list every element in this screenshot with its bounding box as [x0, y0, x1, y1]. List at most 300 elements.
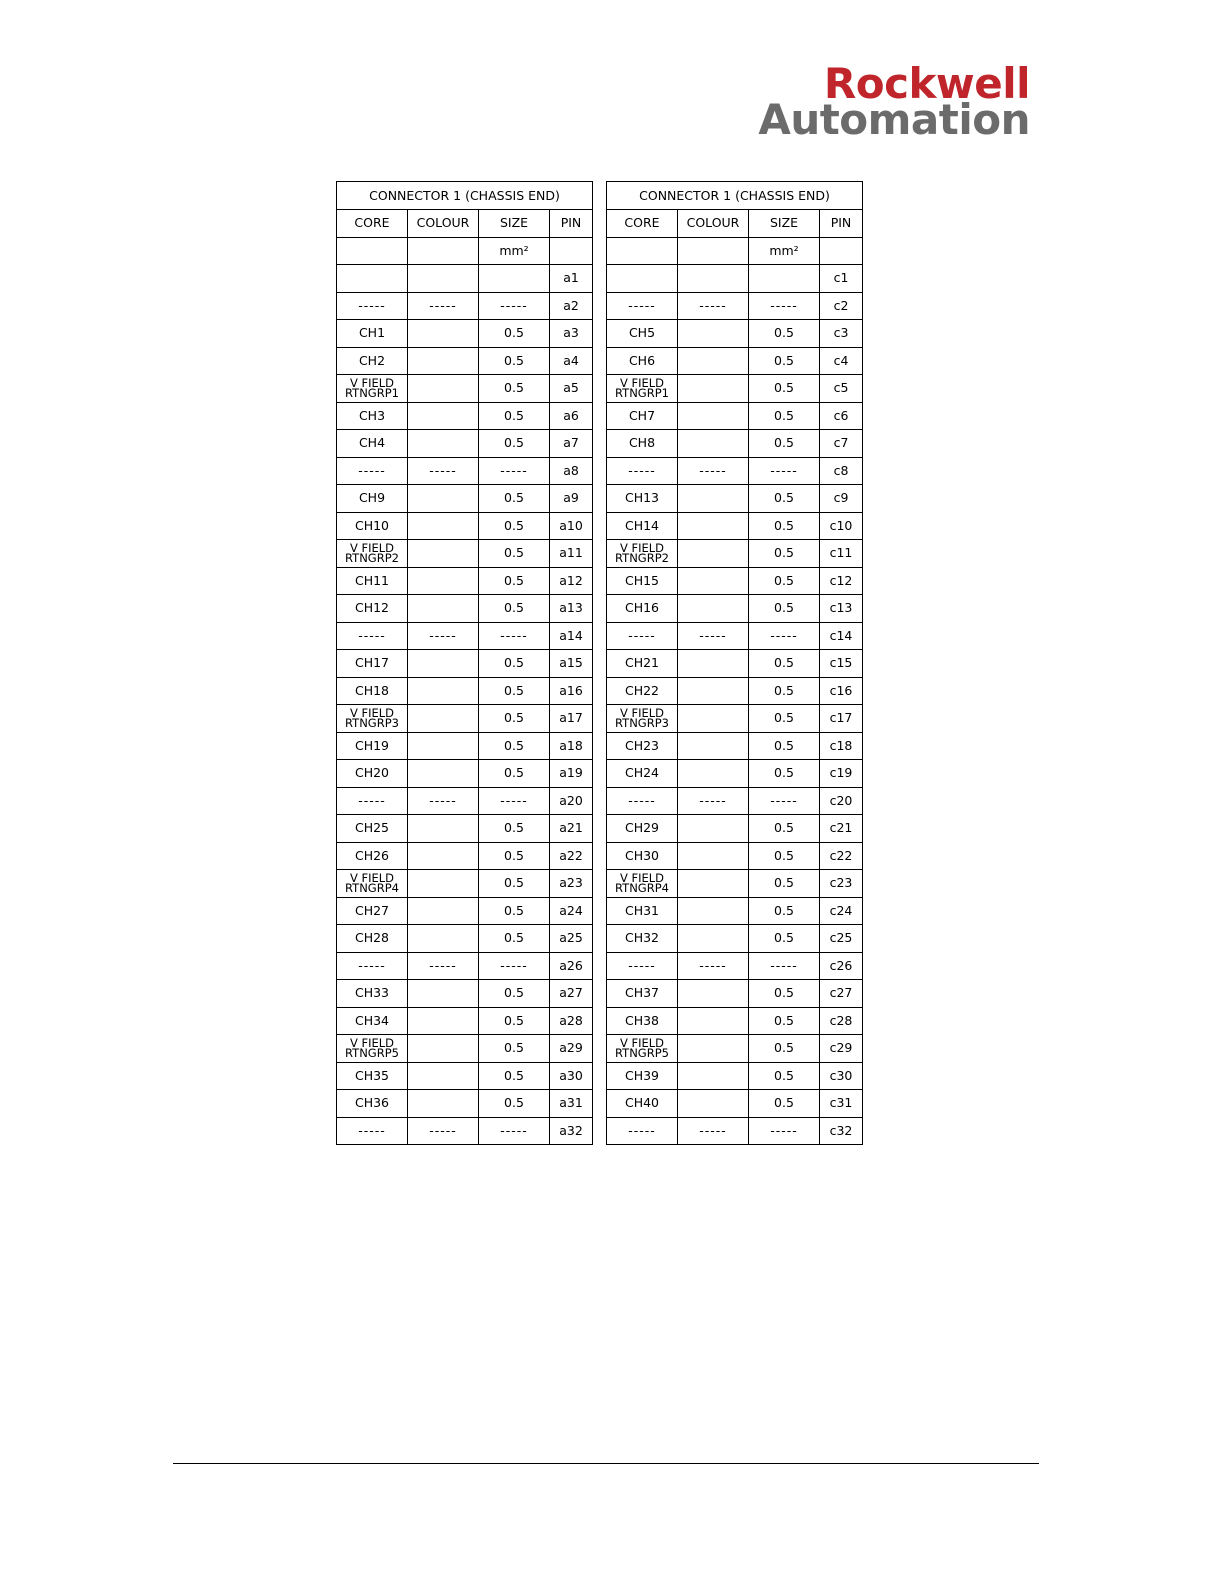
- pin-cell: a25: [550, 925, 593, 953]
- table-row: [607, 787, 863, 815]
- core-cell: CH19: [337, 732, 408, 760]
- pin-cell: a30: [550, 1062, 593, 1090]
- footer-rule: [173, 1463, 1039, 1464]
- table-cell: [408, 237, 479, 265]
- colour-cell: [678, 650, 749, 678]
- pin-cell: c27: [820, 980, 863, 1008]
- colour-cell: [408, 375, 479, 403]
- table-row: [337, 842, 593, 870]
- size-cell: 0.5: [749, 595, 820, 623]
- core-cell: CH15: [607, 567, 678, 595]
- pin-cell: a20: [550, 787, 593, 815]
- colour-cell: [408, 567, 479, 595]
- table-row: [337, 1117, 593, 1145]
- pin-cell: c28: [820, 1007, 863, 1035]
- colour-cell: [678, 897, 749, 925]
- colour-cell: [678, 842, 749, 870]
- core-cell: -----: [337, 1117, 408, 1145]
- size-cell: 0.5: [749, 705, 820, 733]
- core-cell: [337, 705, 408, 733]
- pin-cell: a21: [550, 815, 593, 843]
- header-size: SIZE: [749, 210, 820, 238]
- size-cell: 0.5: [479, 567, 550, 595]
- colour-cell: [408, 320, 479, 348]
- core-cell: CH6: [607, 347, 678, 375]
- core-cell: CH26: [337, 842, 408, 870]
- core-label: V FIELD RTNGRP5: [615, 1035, 669, 1060]
- size-cell: 0.5: [749, 485, 820, 513]
- core-cell: [607, 375, 678, 403]
- core-cell: CH20: [337, 760, 408, 788]
- core-cell: CH5: [607, 320, 678, 348]
- table-row: [607, 650, 863, 678]
- table-row: [607, 485, 863, 513]
- table-row: [337, 1007, 593, 1035]
- size-cell: 0.5: [479, 842, 550, 870]
- pin-cell: a6: [550, 402, 593, 430]
- pin-cell: a1: [550, 265, 593, 293]
- pin-cell: c14: [820, 622, 863, 650]
- colour-cell: -----: [678, 292, 749, 320]
- table-row: [337, 1090, 593, 1118]
- size-cell: 0.5: [479, 760, 550, 788]
- table-row: [337, 347, 593, 375]
- core-label: V FIELD RTNGRP2: [615, 540, 669, 565]
- table-row: [337, 402, 593, 430]
- table-row: [337, 760, 593, 788]
- colour-cell: [678, 430, 749, 458]
- size-cell: -----: [479, 787, 550, 815]
- core-label: V FIELD RTNGRP5: [345, 1035, 399, 1060]
- size-cell: 0.5: [749, 1035, 820, 1063]
- size-cell: -----: [479, 952, 550, 980]
- core-cell: -----: [337, 292, 408, 320]
- table-row: [607, 457, 863, 485]
- size-cell: 0.5: [479, 677, 550, 705]
- core-cell: [337, 1035, 408, 1063]
- pin-cell: a27: [550, 980, 593, 1008]
- size-cell: 0.5: [479, 1090, 550, 1118]
- pin-cell: a3: [550, 320, 593, 348]
- size-cell: 0.5: [479, 347, 550, 375]
- colour-cell: [678, 1090, 749, 1118]
- colour-cell: [408, 980, 479, 1008]
- core-cell: [337, 870, 408, 898]
- size-cell: 0.5: [749, 980, 820, 1008]
- pin-cell: a19: [550, 760, 593, 788]
- colour-cell: [678, 1035, 749, 1063]
- core-label: V FIELD RTNGRP3: [345, 705, 399, 730]
- size-cell: 0.5: [749, 567, 820, 595]
- core-cell: [337, 375, 408, 403]
- pin-cell: c25: [820, 925, 863, 953]
- table-row: [607, 897, 863, 925]
- core-cell: [607, 540, 678, 568]
- pin-cell: c19: [820, 760, 863, 788]
- table-row: [337, 430, 593, 458]
- pin-cell: c8: [820, 457, 863, 485]
- table-row: [607, 347, 863, 375]
- table-row: [337, 897, 593, 925]
- colour-cell: [678, 320, 749, 348]
- header-pin: PIN: [820, 210, 863, 238]
- core-cell: CH1: [337, 320, 408, 348]
- size-cell: 0.5: [749, 870, 820, 898]
- core-cell: CH34: [337, 1007, 408, 1035]
- colour-cell: [678, 595, 749, 623]
- table-row: [337, 292, 593, 320]
- core-cell: CH29: [607, 815, 678, 843]
- core-cell: -----: [337, 952, 408, 980]
- size-cell: 0.5: [749, 925, 820, 953]
- core-label: V FIELD RTNGRP1: [345, 375, 399, 400]
- core-label: V FIELD RTNGRP2: [345, 540, 399, 565]
- colour-cell: [408, 925, 479, 953]
- colour-cell: -----: [408, 1117, 479, 1145]
- pin-cell: c4: [820, 347, 863, 375]
- table-row: [607, 595, 863, 623]
- pin-cell: c11: [820, 540, 863, 568]
- core-cell: CH9: [337, 485, 408, 513]
- size-cell: 0.5: [479, 732, 550, 760]
- size-cell: 0.5: [479, 320, 550, 348]
- pin-cell: c2: [820, 292, 863, 320]
- table-row: [607, 567, 863, 595]
- core-cell: CH28: [337, 925, 408, 953]
- pin-cell: c7: [820, 430, 863, 458]
- table-title-row: [337, 182, 593, 210]
- core-cell: CH35: [337, 1062, 408, 1090]
- table-row: [607, 540, 863, 568]
- core-cell: CH38: [607, 1007, 678, 1035]
- table-row: [337, 567, 593, 595]
- header-colour: COLOUR: [678, 210, 749, 238]
- table-cell: [678, 237, 749, 265]
- colour-cell: [678, 925, 749, 953]
- pin-cell: a15: [550, 650, 593, 678]
- table-row: [337, 952, 593, 980]
- table-row: [337, 375, 593, 403]
- colour-cell: [678, 732, 749, 760]
- pin-cell: c1: [820, 265, 863, 293]
- colour-cell: [678, 540, 749, 568]
- size-cell: 0.5: [749, 347, 820, 375]
- pin-cell: a16: [550, 677, 593, 705]
- table-row: [607, 512, 863, 540]
- pin-cell: a14: [550, 622, 593, 650]
- core-label: V FIELD RTNGRP3: [615, 705, 669, 730]
- core-label: V FIELD RTNGRP1: [615, 375, 669, 400]
- colour-cell: [408, 650, 479, 678]
- table-row: [337, 457, 593, 485]
- pin-cell: c26: [820, 952, 863, 980]
- pin-cell: c21: [820, 815, 863, 843]
- pin-cell: a17: [550, 705, 593, 733]
- pin-cell: a18: [550, 732, 593, 760]
- table-cell: [607, 237, 678, 265]
- core-cell: CH33: [337, 980, 408, 1008]
- core-cell: CH12: [337, 595, 408, 623]
- connector-table-left: [336, 181, 593, 1145]
- colour-cell: -----: [678, 952, 749, 980]
- colour-cell: -----: [678, 622, 749, 650]
- size-cell: 0.5: [479, 402, 550, 430]
- table-row: [607, 402, 863, 430]
- size-cell: 0.5: [749, 540, 820, 568]
- pin-cell: c22: [820, 842, 863, 870]
- pin-cell: c30: [820, 1062, 863, 1090]
- table-row: [607, 870, 863, 898]
- core-cell: CH27: [337, 897, 408, 925]
- core-cell: -----: [607, 622, 678, 650]
- colour-cell: [408, 842, 479, 870]
- colour-cell: [678, 402, 749, 430]
- core-cell: [337, 540, 408, 568]
- table-row: [607, 265, 863, 293]
- colour-cell: [408, 897, 479, 925]
- colour-cell: [678, 265, 749, 293]
- core-cell: CH25: [337, 815, 408, 843]
- size-cell: [479, 265, 550, 293]
- pin-cell: c32: [820, 1117, 863, 1145]
- size-cell: 0.5: [479, 870, 550, 898]
- size-cell: 0.5: [749, 732, 820, 760]
- core-cell: CH11: [337, 567, 408, 595]
- core-cell: [337, 265, 408, 293]
- core-cell: CH13: [607, 485, 678, 513]
- size-cell: 0.5: [749, 1007, 820, 1035]
- size-cell: -----: [749, 952, 820, 980]
- colour-cell: [408, 595, 479, 623]
- table-row: [607, 622, 863, 650]
- colour-cell: [408, 677, 479, 705]
- size-cell: -----: [749, 292, 820, 320]
- pin-cell: a5: [550, 375, 593, 403]
- table-row: [607, 430, 863, 458]
- table-row: [337, 815, 593, 843]
- header-size: SIZE: [479, 210, 550, 238]
- table-row: [607, 815, 863, 843]
- pin-cell: a24: [550, 897, 593, 925]
- core-label: V FIELD RTNGRP4: [615, 870, 669, 895]
- colour-cell: -----: [408, 622, 479, 650]
- pin-cell: c24: [820, 897, 863, 925]
- table-cell: [337, 237, 408, 265]
- core-cell: CH31: [607, 897, 678, 925]
- size-cell: 0.5: [479, 430, 550, 458]
- table-title: CONNECTOR 1 (CHASSIS END): [607, 182, 863, 210]
- colour-cell: [678, 567, 749, 595]
- colour-cell: [678, 512, 749, 540]
- colour-cell: [678, 705, 749, 733]
- table-row: [607, 375, 863, 403]
- table-row: [337, 650, 593, 678]
- colour-cell: -----: [678, 457, 749, 485]
- pin-cell: c23: [820, 870, 863, 898]
- pin-cell: a12: [550, 567, 593, 595]
- table-row: [337, 1035, 593, 1063]
- colour-cell: [678, 677, 749, 705]
- size-cell: 0.5: [479, 1035, 550, 1063]
- core-cell: -----: [607, 952, 678, 980]
- size-cell: 0.5: [749, 430, 820, 458]
- core-cell: -----: [607, 457, 678, 485]
- table-row: [337, 512, 593, 540]
- logo-line-automation: Automation: [758, 95, 1030, 144]
- table-row: [607, 842, 863, 870]
- pin-cell: c29: [820, 1035, 863, 1063]
- colour-cell: -----: [408, 457, 479, 485]
- size-cell: 0.5: [479, 897, 550, 925]
- core-cell: CH2: [337, 347, 408, 375]
- table-row: [607, 1007, 863, 1035]
- colour-cell: [678, 870, 749, 898]
- table-row: [337, 1062, 593, 1090]
- size-cell: 0.5: [749, 320, 820, 348]
- header-colour: COLOUR: [408, 210, 479, 238]
- core-cell: CH3: [337, 402, 408, 430]
- table-row: [607, 1117, 863, 1145]
- colour-cell: [678, 815, 749, 843]
- colour-cell: -----: [678, 787, 749, 815]
- colour-cell: [678, 485, 749, 513]
- size-cell: -----: [749, 787, 820, 815]
- core-cell: CH30: [607, 842, 678, 870]
- table-row: [607, 760, 863, 788]
- pin-cell: c18: [820, 732, 863, 760]
- table-cell: [820, 237, 863, 265]
- colour-cell: [408, 485, 479, 513]
- table-row: [607, 925, 863, 953]
- core-cell: CH18: [337, 677, 408, 705]
- core-cell: CH37: [607, 980, 678, 1008]
- table-row: [337, 265, 593, 293]
- table-title-row: [607, 182, 863, 210]
- size-cell: 0.5: [479, 540, 550, 568]
- pin-cell: c20: [820, 787, 863, 815]
- size-cell: 0.5: [479, 595, 550, 623]
- colour-cell: [408, 1090, 479, 1118]
- table-row: [607, 952, 863, 980]
- table-row: [607, 1090, 863, 1118]
- core-cell: CH10: [337, 512, 408, 540]
- size-cell: 0.5: [479, 1062, 550, 1090]
- pin-cell: c3: [820, 320, 863, 348]
- pin-cell: c6: [820, 402, 863, 430]
- table-row: [337, 595, 593, 623]
- size-cell: 0.5: [749, 1090, 820, 1118]
- core-cell: CH14: [607, 512, 678, 540]
- size-unit: mm²: [479, 237, 550, 265]
- core-cell: [607, 705, 678, 733]
- pin-cell: a11: [550, 540, 593, 568]
- table-row: [337, 320, 593, 348]
- pin-cell: a22: [550, 842, 593, 870]
- core-cell: CH22: [607, 677, 678, 705]
- core-cell: CH40: [607, 1090, 678, 1118]
- table-row: [607, 705, 863, 733]
- table-row: [337, 925, 593, 953]
- core-cell: [607, 870, 678, 898]
- core-cell: [607, 1035, 678, 1063]
- core-cell: -----: [607, 1117, 678, 1145]
- colour-cell: [408, 540, 479, 568]
- pin-cell: a29: [550, 1035, 593, 1063]
- header-core: CORE: [607, 210, 678, 238]
- size-cell: 0.5: [479, 815, 550, 843]
- size-cell: 0.5: [749, 512, 820, 540]
- table-row: [337, 732, 593, 760]
- header-core: CORE: [337, 210, 408, 238]
- table-header-row: [337, 210, 593, 238]
- size-cell: 0.5: [479, 512, 550, 540]
- colour-cell: [408, 347, 479, 375]
- pin-cell: a9: [550, 485, 593, 513]
- pin-cell: c16: [820, 677, 863, 705]
- size-unit: mm²: [749, 237, 820, 265]
- colour-cell: [678, 347, 749, 375]
- core-cell: -----: [337, 622, 408, 650]
- size-cell: 0.5: [749, 677, 820, 705]
- size-cell: 0.5: [749, 402, 820, 430]
- pin-cell: a7: [550, 430, 593, 458]
- size-cell: 0.5: [749, 897, 820, 925]
- table-row: [337, 980, 593, 1008]
- pin-cell: a26: [550, 952, 593, 980]
- colour-cell: [678, 760, 749, 788]
- size-cell: 0.5: [749, 815, 820, 843]
- core-cell: -----: [607, 292, 678, 320]
- pin-cell: a13: [550, 595, 593, 623]
- size-cell: -----: [749, 622, 820, 650]
- colour-cell: [408, 1007, 479, 1035]
- table-row: [337, 787, 593, 815]
- table-title: CONNECTOR 1 (CHASSIS END): [337, 182, 593, 210]
- table-row: [337, 622, 593, 650]
- colour-cell: [408, 402, 479, 430]
- size-cell: 0.5: [479, 925, 550, 953]
- pin-cell: a31: [550, 1090, 593, 1118]
- size-cell: 0.5: [479, 1007, 550, 1035]
- pin-cell: c10: [820, 512, 863, 540]
- pin-cell: a10: [550, 512, 593, 540]
- size-cell: -----: [479, 1117, 550, 1145]
- table-row: [337, 485, 593, 513]
- pin-cell: a8: [550, 457, 593, 485]
- colour-cell: [408, 732, 479, 760]
- rockwell-automation-logo: [720, 59, 1030, 144]
- core-cell: CH16: [607, 595, 678, 623]
- pin-cell: a23: [550, 870, 593, 898]
- colour-cell: [408, 512, 479, 540]
- table-cell: [550, 237, 593, 265]
- core-cell: -----: [337, 457, 408, 485]
- size-cell: -----: [479, 457, 550, 485]
- table-row: [337, 540, 593, 568]
- core-cell: CH17: [337, 650, 408, 678]
- size-cell: 0.5: [749, 842, 820, 870]
- pin-cell: c12: [820, 567, 863, 595]
- table-row: [337, 870, 593, 898]
- core-cell: -----: [607, 787, 678, 815]
- pin-cell: c9: [820, 485, 863, 513]
- pin-cell: c17: [820, 705, 863, 733]
- colour-cell: [678, 1062, 749, 1090]
- size-cell: -----: [749, 457, 820, 485]
- core-cell: CH7: [607, 402, 678, 430]
- pin-cell: a2: [550, 292, 593, 320]
- size-cell: [749, 265, 820, 293]
